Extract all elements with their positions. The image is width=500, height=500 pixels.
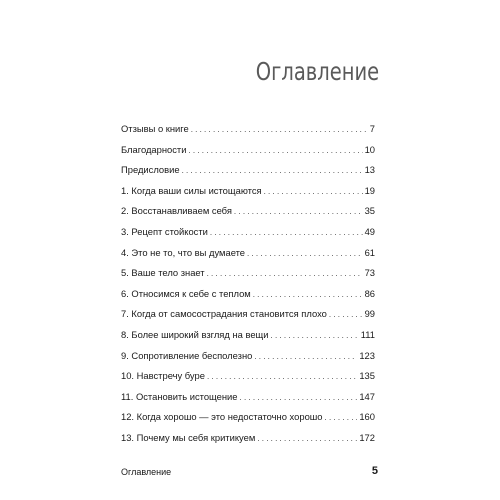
toc-entry[interactable] <box>121 263 375 284</box>
running-footer-label: Оглавление <box>121 467 172 477</box>
toc-leader-dots <box>264 182 363 203</box>
page-number: 5 <box>371 465 378 477</box>
toc-entry[interactable] <box>121 140 375 161</box>
toc-entry-label: 11. Остановить истощение <box>121 390 238 402</box>
toc-leader-dots <box>271 326 359 347</box>
toc-entry-label: 4. Это не то, что вы думаете <box>121 246 246 258</box>
toc-entry-label: 5. Ваше тело знает <box>121 267 205 279</box>
toc-entry-label: Отзывы о книге <box>121 123 189 134</box>
toc-entry-page: 73 <box>364 267 375 279</box>
toc-entry[interactable] <box>121 304 375 325</box>
toc-entry-label: 1. Когда ваши силы истощаются <box>121 184 262 196</box>
toc-leader-dots <box>210 223 363 244</box>
toc-leader-dots <box>325 408 358 429</box>
toc-leader-dots <box>240 388 358 409</box>
toc-leader-dots <box>207 367 357 388</box>
toc-entry-label: 3. Рецепт стойкости <box>121 225 208 237</box>
toc-leader-dots <box>254 347 357 368</box>
toc-leader-dots <box>329 305 363 326</box>
toc-entry-page: 13 <box>364 164 375 176</box>
toc-leader-dots <box>191 120 368 141</box>
toc-leader-dots <box>247 244 363 265</box>
page-title: Оглавление <box>255 56 379 86</box>
toc-entry[interactable] <box>121 407 375 428</box>
toc-entry-label: 13. Почему мы себя критикуем <box>121 431 256 443</box>
toc-entry[interactable] <box>121 366 375 387</box>
toc-entry-page: 35 <box>364 205 375 217</box>
toc-entry-label: 9. Сопротивление бесполезно <box>121 349 253 361</box>
toc-entry[interactable] <box>121 181 375 202</box>
toc-entry[interactable] <box>121 119 375 140</box>
toc-entry-page: 172 <box>359 431 375 443</box>
toc-entry[interactable] <box>121 387 375 408</box>
toc-entry[interactable] <box>121 243 375 264</box>
toc-entry-page: 49 <box>364 225 375 237</box>
toc-entry-label: 6. Относимся к себе с теплом <box>121 287 251 299</box>
toc-entry[interactable] <box>121 428 375 449</box>
toc-leader-dots <box>257 429 357 450</box>
toc-entry-label: Предисловие <box>121 164 180 176</box>
toc-entry-page: 135 <box>359 370 375 382</box>
toc-entry-page: 123 <box>359 349 375 361</box>
toc-entry-label: Благодарности <box>121 143 187 155</box>
toc-entry-page: 111 <box>360 328 375 340</box>
toc-leader-dots <box>234 202 363 223</box>
table-of-contents <box>121 119 375 449</box>
toc-entry[interactable] <box>121 346 375 367</box>
toc-leader-dots <box>182 161 363 182</box>
toc-entry-page: 86 <box>364 287 375 299</box>
toc-entry-page: 7 <box>369 123 375 134</box>
toc-entry-page: 61 <box>364 246 375 258</box>
toc-entry[interactable] <box>121 160 375 181</box>
toc-entry-label: 12. Когда хорошо — это недостаточно хорошо <box>121 411 323 423</box>
toc-entry-page: 99 <box>364 308 375 320</box>
toc-entry-label: 7. Когда от самосострадания становится плохо <box>121 308 327 320</box>
toc-entry-page: 10 <box>364 143 375 155</box>
toc-entry-label: 10. Навстречу буре <box>121 370 205 382</box>
toc-entry-label: 8. Более широкий взгляд на вещи <box>121 328 269 340</box>
toc-entry-page: 160 <box>359 411 375 423</box>
toc-leader-dots <box>253 285 363 306</box>
toc-entry[interactable] <box>121 201 375 222</box>
toc-entry[interactable] <box>121 284 375 305</box>
toc-entry[interactable] <box>121 325 375 346</box>
toc-entry-label: 2. Восстанавливаем себя <box>121 205 232 217</box>
toc-entry-page: 147 <box>359 390 375 402</box>
toc-leader-dots <box>207 264 363 285</box>
toc-entry-page: 19 <box>364 184 375 196</box>
toc-leader-dots <box>188 141 362 162</box>
toc-entry[interactable] <box>121 222 375 243</box>
